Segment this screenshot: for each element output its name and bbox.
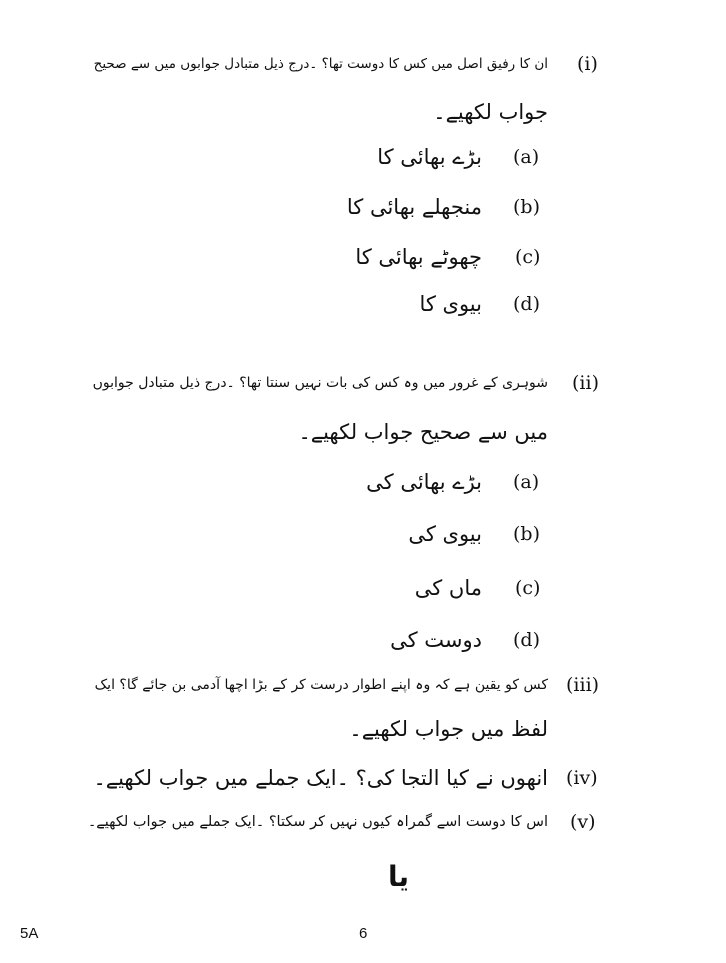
question-text-line: انھوں نے کیا التجا کی؟ ۔ایک جملے میں جواب لکھیے۔ bbox=[93, 766, 548, 790]
question-text-line: شوہری کے غرور میں وہ کس کی بات نہیں سنتا تھا؟ ۔درج ذیل متبادل جوابوں bbox=[92, 375, 548, 391]
question-number: (v) bbox=[570, 811, 596, 833]
option-text: بڑے بھائی کا bbox=[377, 145, 482, 169]
option-text: بڑے بھائی کی bbox=[366, 470, 482, 494]
question-text-line: ان کا رفیق اصل میں کس کا دوست تھا؟ ۔درج ذیل متبادل جوابوں میں سے صحیح bbox=[93, 56, 548, 72]
option-letter: (c) bbox=[515, 577, 541, 599]
option-text: چھوٹے بھائی کا bbox=[355, 245, 482, 269]
footer-page-number: 6 bbox=[359, 925, 368, 942]
option-letter: (b) bbox=[513, 523, 540, 545]
question-number: (iv) bbox=[566, 767, 598, 789]
question-text-line: کس کو یقین ہے کہ وہ اپنے اطوار درست کر کے بڑا اچھا آدمی بن جائے گا؟ ایک bbox=[94, 677, 548, 693]
option-text: ماں کی bbox=[414, 576, 482, 600]
question-number: (ii) bbox=[572, 372, 599, 394]
question-text-line: میں سے صحیح جواب لکھیے۔ bbox=[298, 420, 548, 444]
option-letter: (d) bbox=[513, 629, 540, 651]
option-letter: (a) bbox=[513, 146, 540, 168]
question-text-line: لفظ میں جواب لکھیے۔ bbox=[349, 717, 548, 741]
option-text: منجھلے بھائی کا bbox=[346, 195, 482, 219]
option-text: بیوی کا bbox=[419, 292, 482, 316]
or-separator: یا bbox=[388, 860, 410, 893]
footer-paper-code: 5A bbox=[20, 925, 39, 942]
question-number: (i) bbox=[577, 53, 598, 75]
question-number: (iii) bbox=[566, 674, 600, 696]
option-letter: (c) bbox=[515, 246, 541, 268]
option-letter: (a) bbox=[513, 471, 540, 493]
option-letter: (d) bbox=[513, 293, 540, 315]
option-letter: (b) bbox=[513, 196, 540, 218]
question-text-line: اس کا دوست اسے گمراہ کیوں نہیں کر سکتا؟ ۔ایک جملے میں جواب لکھیے۔ bbox=[87, 814, 548, 830]
option-text: بیوی کی bbox=[408, 522, 482, 546]
option-text: دوست کی bbox=[390, 628, 482, 652]
question-text-line: جواب لکھیے۔ bbox=[433, 100, 548, 124]
